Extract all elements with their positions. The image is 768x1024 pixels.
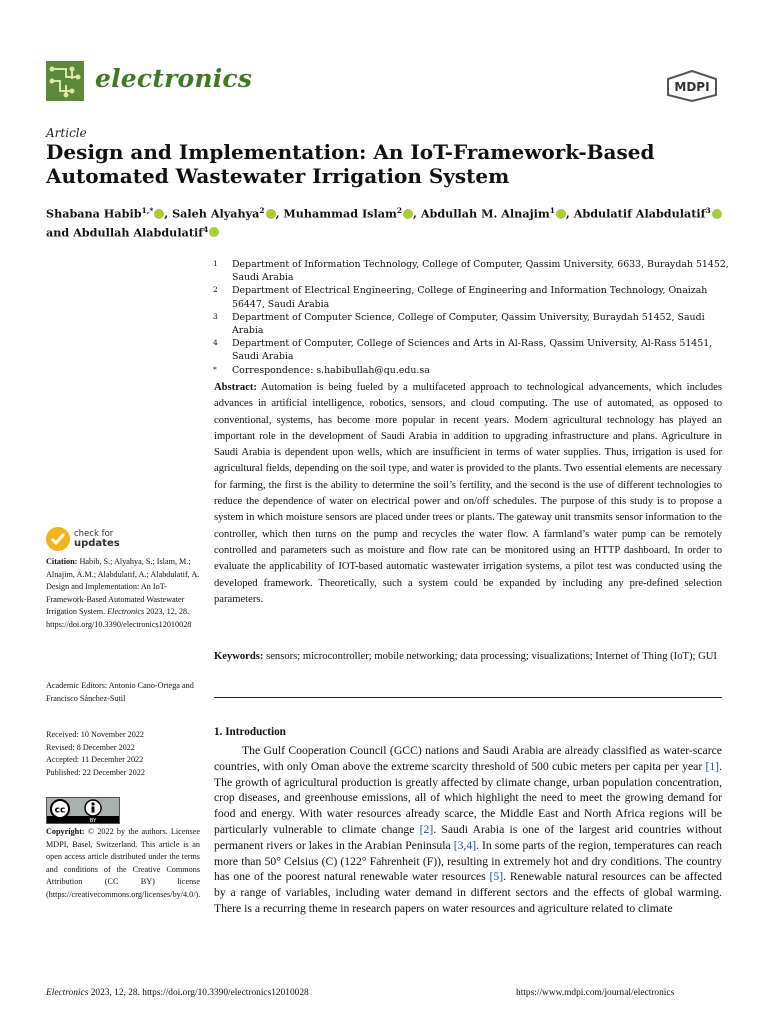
citation-link[interactable]: [2] — [419, 822, 434, 836]
dates-block — [46, 729, 200, 779]
divider — [214, 697, 722, 698]
svg-text:cc: cc — [54, 805, 66, 816]
affiliations — [213, 258, 733, 377]
footer-citation: Electronics 2023, 12, 28. https://doi.org/10.3390/electronics12010028 — [46, 988, 309, 998]
received-date: Received: 10 November 2022 — [46, 730, 144, 739]
author[interactable]: Shabana Habib — [46, 206, 142, 221]
footer-journal-url[interactable]: https://www.mdpi.com/journal/electronics — [516, 988, 675, 998]
affiliation: 3 Department of Computer Science, College of Computer, Qassim University, Buraydah 51452, Saudi Arabia — [213, 311, 705, 337]
citation-link[interactable]: [1] — [705, 759, 720, 773]
intro-paragraph: The Gulf Cooperation Council (GCC) nations and Saudi Arabia are already classified as water-scarce countries, with only Oman above the extreme scarcity threshold of 500 cubic meters per capita per year [1]. The growth of agricultural production is greatly affected by climate change, urban population concentration, crop diseases, and greenhouse emissions, all of which highlight the need to meet the growing demand for food and energy. With water resources already scarce, the Middle East and North Africa regions will be particularly vulnerable to climate change [2]. Saudi Arabia is one of the largest arid countries without permanent rivers or lakes in the Arabian Peninsula [3,4]. In some parts of the region, temperatures can reach more than 50° Celsius (C) (122° Fahrenheit (F)), resulting in extremely hot and dry conditions. The country has one of the poorest natural renewable water resources [5]. Renewable natural resources can be affected by a range of variables, including water demand in different sectors and the effects of global warming. There is a recurring theme in research papers on water resources and agriculture related to climate — [214, 744, 723, 915]
article-type: Article — [46, 126, 87, 140]
journal-name: electronics — [95, 64, 253, 93]
keywords: Keywords: sensors; microcontroller; mobile networking; data processing; visualizations; Internet of Thing (IoT); GUI — [214, 651, 717, 662]
academic-editors: Academic Editors: Antonio Cano-Ortega and Francisco Sánchez-Sutil — [46, 681, 194, 703]
author[interactable]: Abdulatif Alabdulatif — [573, 206, 706, 221]
correspondence: * Correspondence: s.habibullah@qu.edu.sa — [213, 364, 430, 376]
orcid-icon[interactable] — [712, 209, 722, 219]
section-heading: 1. Introduction — [214, 726, 286, 738]
accepted-date: Accepted: 11 December 2022 — [46, 755, 144, 764]
revised-date: Revised: 8 December 2022 — [46, 742, 135, 752]
abstract-label: Abstract: — [214, 382, 257, 393]
orcid-icon[interactable] — [556, 209, 566, 219]
check-for-updates-button[interactable]: check for updates — [46, 527, 166, 553]
author-list: Shabana Habib$^{1,*}$ , Saleh Alyahya$^2$ , Muhammad Islam$^2$ , Abdullah M. Alnajim$^1$ , Abdulatif Alabdulatif$^3$ and Abdullah Alabdulatif$^4$ — [46, 203, 736, 240]
publisher-logo — [666, 70, 718, 102]
publisher-name: MDPI — [674, 80, 710, 94]
author[interactable]: Muhammad Islam — [283, 206, 397, 221]
orcid-icon[interactable] — [266, 209, 276, 219]
orcid-icon[interactable] — [403, 209, 413, 219]
keywords-label: Keywords: — [214, 651, 264, 662]
published-date: Published: 22 December 2022 — [46, 767, 145, 777]
affiliation: 2 Department of Electrical Engineering, College of Engineering and Information Technology, Onaizah 56447, Saudi Arabia — [213, 285, 708, 310]
citation-link[interactable]: [3,4] — [453, 838, 477, 852]
journal-logo-icon — [46, 61, 84, 101]
abstract-text: Automation is being fueled by a multifaceted approach to technological advancements, which includes advances in artificial intelligence, robotics, sensors, and cloud computing. The use of automated, as opposed to conventional, systems, has become more popular in recent years. Modern agricultural technology has played an important role in the development of Saudi Arabia in addition to upgrading infrastructure and plans. Agriculture in Saudi Arabia is dependent upon wells, which are insufficient in terms of water supplies. Thus, irrigation is used for agricultural fields, depending on the soil type, and water is provided to the plants. Two essential elements are necessary for farming, the first is the ability to determine the soil’s fertility, and the second is the use of different technologies to reduce the dependence of water on electrical power and on/off schedules. The purpose of this study is to propose a system in which moisture sensors are placed under trees or plants. The gateway unit transmits sensor information to the controller, which then turns on the pump and recycles the water flow. A farmland’s water pump can be remotely controlled and parameters such as moisture and flow rate can be monitored using an HTTP dashboard. In order to evaluate the applicability of IOT-based automatic wastewater irrigation systems, a pilot test was conducted using the developed framework. Theoretically, such a system could be expanded by including any pre-defined selection parameters. — [214, 382, 722, 605]
article-title: Design and Implementation: An IoT-Framework-Based Automated Wastewater Irrigation System — [46, 140, 655, 188]
affiliation: 4 Department of Computer, College of Sciences and Arts in Al-Rass, Qassim University, Al-Rass 51451, Saudi Arabia — [213, 338, 713, 363]
author[interactable]: Abdullah M. Alnajim — [420, 206, 550, 221]
svg-text:BY: BY — [89, 818, 97, 823]
citation-block: Citation: Habib, S.; Alyahya, S.; Islam, M.; Alnajim, A.M.; Alabdulatif, A.; Alabdulatif, A. Design and Implementation: An IoT-Framework-Based Automated Wastewater Irrigation System. Electronics 2023, 12, 28. https://doi.org/10.3390/electronics12010028 — [46, 557, 200, 629]
orcid-icon[interactable] — [209, 227, 219, 237]
cc-by-license-icon[interactable] — [46, 797, 120, 824]
author[interactable]: Saleh Alyahya — [172, 206, 260, 221]
orcid-icon[interactable] — [154, 209, 164, 219]
authors-and: and — [46, 225, 70, 240]
copyright-block: Copyright: © 2022 by the authors. Licensee MDPI, Basel, Switzerland. This article is an open access article distributed under the terms and conditions of the Creative Commons Attribution (CC BY) license (https://creativecommons.org/licenses/by/4.0/). — [46, 827, 201, 899]
affiliation: 1 Department of Information Technology, College of Computer, Qassim University, 6633, Buraydah 51452, Saudi Arabia — [213, 259, 729, 284]
check-icon — [46, 527, 70, 551]
citation-link[interactable]: [5] — [489, 870, 504, 884]
author[interactable]: Abdullah Alabdulatif — [73, 225, 204, 240]
abstract — [214, 380, 722, 608]
